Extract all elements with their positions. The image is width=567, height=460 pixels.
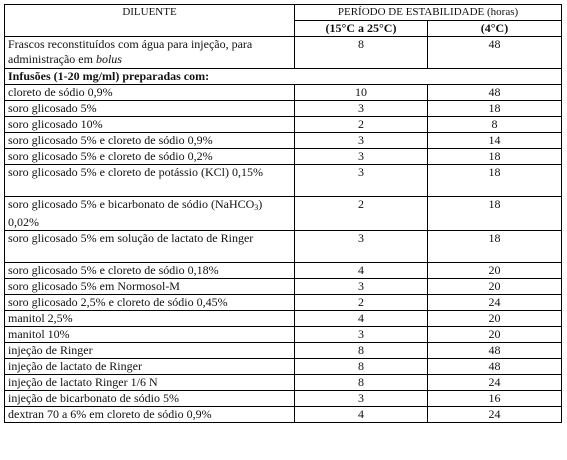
header-diluente: DILUENTE xyxy=(5,5,295,37)
cold-temp-cell: 24 xyxy=(428,295,562,311)
diluent-text: injeção de Ringer xyxy=(8,343,93,357)
room-temp-cell: 8 xyxy=(295,359,428,375)
diluent-cell xyxy=(5,263,295,279)
cold-temp-cell: 18 xyxy=(428,165,562,197)
cold-temp-cell: 18 xyxy=(428,231,562,263)
diluent-text: manitol 10% xyxy=(8,327,70,341)
diluent-text: soro glicosado 10% xyxy=(8,117,103,131)
table-row xyxy=(5,391,562,407)
room-temp-cell: 3 xyxy=(295,391,428,407)
room-temp-cell: 3 xyxy=(295,279,428,295)
diluent-text: soro glicosado 5% em Normosol-M xyxy=(8,279,180,293)
table-row xyxy=(5,311,562,327)
table-row xyxy=(5,295,562,311)
diluent-cell xyxy=(5,85,295,101)
diluent-cell xyxy=(5,279,295,295)
room-temp-cell: 3 xyxy=(295,165,428,197)
diluent-text: soro glicosado 2,5% e cloreto de sódio 0,45% xyxy=(8,295,228,309)
table-row xyxy=(5,101,562,117)
cold-temp-cell: 24 xyxy=(428,407,562,423)
room-temp-cell: 8 xyxy=(295,37,428,69)
room-temp-cell: 4 xyxy=(295,407,428,423)
cold-temp-cell: 24 xyxy=(428,375,562,391)
diluent-cell xyxy=(5,165,295,197)
room-temp-cell: 3 xyxy=(295,133,428,149)
diluent-text: soro glicosado 5% e bicarbonato de sódio (NaHCO xyxy=(8,197,255,211)
cold-temp-cell: 14 xyxy=(428,133,562,149)
room-temp-cell: 3 xyxy=(295,231,428,263)
table-row xyxy=(5,279,562,295)
header-periodo: PERÍODO DE ESTABILIDADE (horas) xyxy=(295,5,562,21)
diluent-text: manitol 2,5% xyxy=(8,311,73,325)
header-room-temp: (15°C a 25°C) xyxy=(295,21,428,37)
diluent-text: injeção de lactato de Ringer xyxy=(8,359,142,373)
diluent-cell xyxy=(5,311,295,327)
diluent-text: injeção de lactato Ringer 1/6 N xyxy=(8,375,158,389)
diluent-text: soro glicosado 5% e cloreto de sódio 0,2% xyxy=(8,149,213,163)
table-row xyxy=(5,133,562,149)
document-page xyxy=(4,4,562,423)
diluent-cell xyxy=(5,327,295,343)
diluent-cell xyxy=(5,407,295,423)
cold-temp-cell: 48 xyxy=(428,37,562,69)
diluent-text: soro glicosado 5% xyxy=(8,101,97,115)
room-temp-cell: 2 xyxy=(295,117,428,133)
room-temp-cell: 3 xyxy=(295,101,428,117)
cold-temp-cell: 48 xyxy=(428,85,562,101)
diluent-cell xyxy=(5,231,295,263)
cold-temp-cell: 8 xyxy=(428,117,562,133)
table-row xyxy=(5,343,562,359)
table-row xyxy=(5,407,562,423)
diluent-cell xyxy=(5,133,295,149)
diluent-subscript: 3 xyxy=(254,203,259,212)
diluent-italic-text: bolus xyxy=(95,52,122,66)
diluent-cell xyxy=(5,391,295,407)
cold-temp-cell: 20 xyxy=(428,311,562,327)
cold-temp-cell: 20 xyxy=(428,263,562,279)
table-row xyxy=(5,149,562,165)
table-row xyxy=(5,359,562,375)
room-temp-cell: 8 xyxy=(295,375,428,391)
cold-temp-cell: 18 xyxy=(428,197,562,231)
diluent-cell xyxy=(5,37,295,69)
room-temp-cell: 2 xyxy=(295,197,428,231)
diluent-cell xyxy=(5,359,295,375)
cold-temp-cell: 20 xyxy=(428,279,562,295)
section-title: Infusões (1-20 mg/ml) preparadas com: xyxy=(5,69,562,85)
table-row xyxy=(5,85,562,101)
room-temp-cell: 4 xyxy=(295,263,428,279)
table-row xyxy=(5,197,562,231)
room-temp-cell: 3 xyxy=(295,327,428,343)
diluent-cell xyxy=(5,101,295,117)
table-body xyxy=(5,37,562,423)
table-row xyxy=(5,375,562,391)
diluent-cell xyxy=(5,343,295,359)
diluent-cell xyxy=(5,149,295,165)
diluent-text: injeção de bicarbonato de sódio 5% xyxy=(8,391,179,405)
room-temp-cell: 2 xyxy=(295,295,428,311)
diluent-text: soro glicosado 5% e cloreto de sódio 0,9% xyxy=(8,133,213,147)
diluent-text: soro glicosado 5% e cloreto de potássio (KCl) 0,15% xyxy=(8,165,263,179)
room-temp-cell: 3 xyxy=(295,149,428,165)
diluent-text: soro glicosado 5% em solução de lactato de Ringer xyxy=(8,231,254,245)
section-row xyxy=(5,69,562,85)
diluent-text-tail: ) 0,02% xyxy=(8,197,263,229)
table-row xyxy=(5,117,562,133)
room-temp-cell: 8 xyxy=(295,343,428,359)
diluent-cell xyxy=(5,117,295,133)
table-row xyxy=(5,263,562,279)
cold-temp-cell: 18 xyxy=(428,149,562,165)
header-cold-temp: (4°C) xyxy=(428,21,562,37)
diluent-cell xyxy=(5,295,295,311)
stability-table xyxy=(4,4,562,423)
table-row xyxy=(5,231,562,263)
diluent-text: Frascos reconstituídos com água para injeção, para administração em xyxy=(8,37,253,66)
table-row xyxy=(5,37,562,69)
cold-temp-cell: 16 xyxy=(428,391,562,407)
cold-temp-cell: 48 xyxy=(428,359,562,375)
cold-temp-cell: 48 xyxy=(428,343,562,359)
diluent-text: cloreto de sódio 0,9% xyxy=(8,85,113,99)
cold-temp-cell: 18 xyxy=(428,101,562,117)
diluent-text: soro glicosado 5% e cloreto de sódio 0,18% xyxy=(8,263,219,277)
cold-temp-cell: 20 xyxy=(428,327,562,343)
diluent-cell xyxy=(5,375,295,391)
room-temp-cell: 4 xyxy=(295,311,428,327)
diluent-text: dextran 70 a 6% em cloreto de sódio 0,9% xyxy=(8,407,212,421)
table-row xyxy=(5,327,562,343)
diluent-cell xyxy=(5,197,295,231)
room-temp-cell: 10 xyxy=(295,85,428,101)
table-row xyxy=(5,165,562,197)
